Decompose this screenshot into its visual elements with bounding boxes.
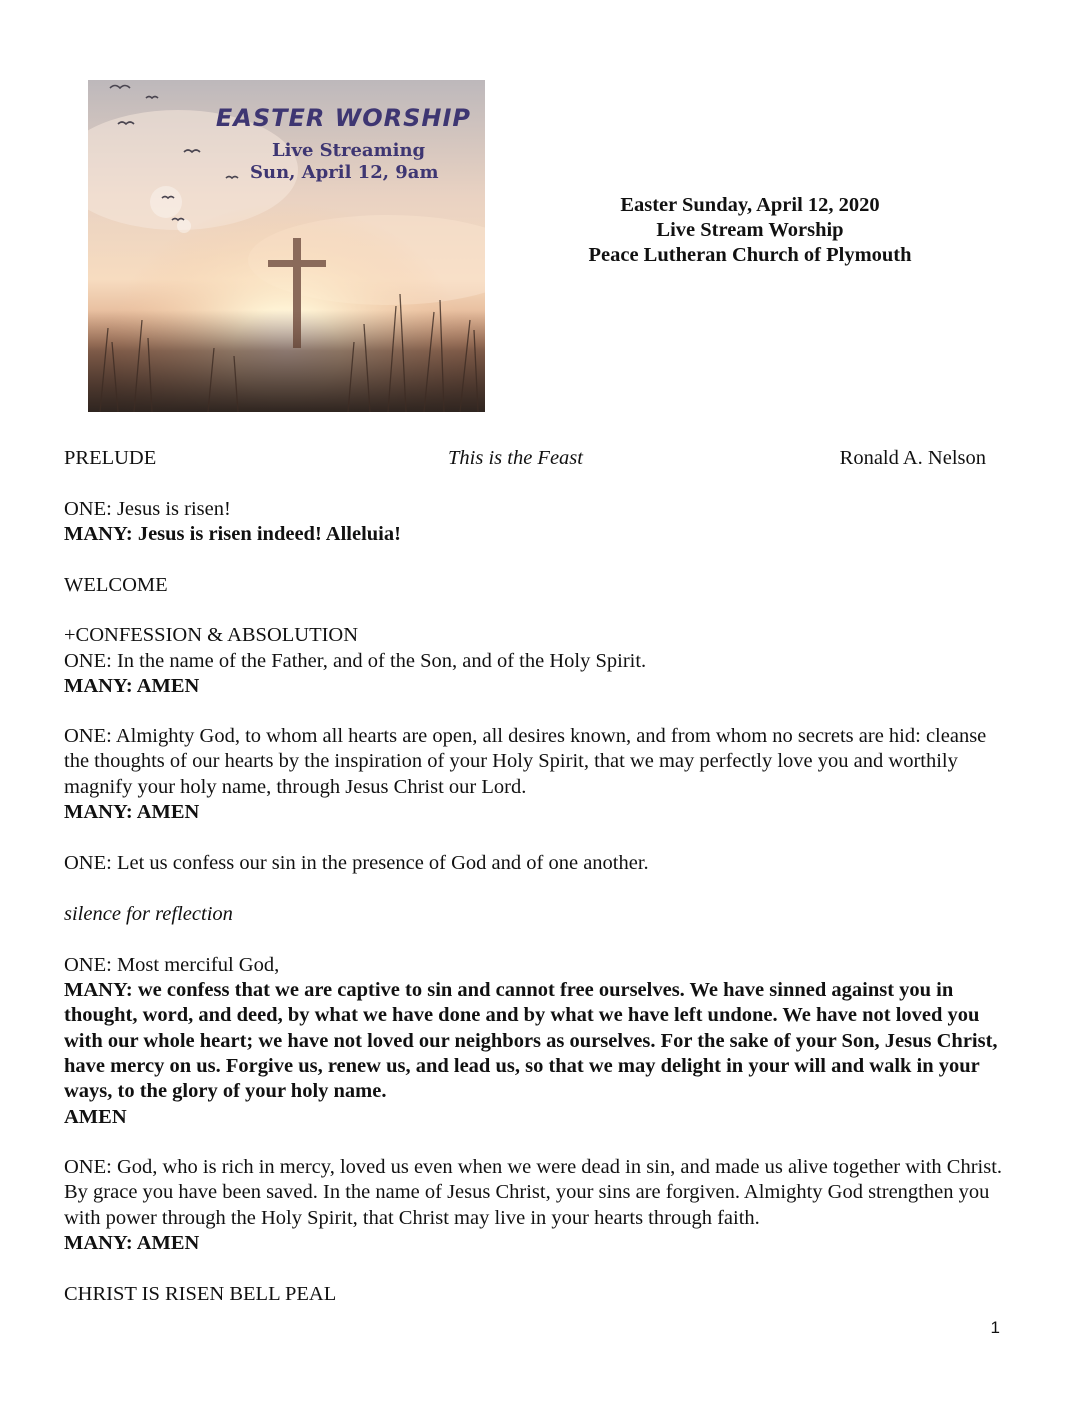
service-date: Easter Sunday, April 12, 2020	[620, 194, 880, 216]
silence-instruction: silence for reflection	[64, 903, 233, 925]
invitation-to-confession: ONE: Let us confess our sin in the presence of God and of one another.	[64, 852, 649, 874]
many-confession: MANY: we confess that we are captive to sin and cannot free ourselves. We have sinned against you in thought, word, and deed, by what we have done and by what we have left undone. We have not loved you with our whole heart; we have not loved our neighbors as ourselves. For the sake of your Son, Jesus Christ, have mercy on us. Forgive us, renew us, and lead us, so that we may delight in your will and walk in your ways, to the glory of your holy name.	[64, 979, 998, 1103]
poster-title: EASTER WORSHIP	[215, 104, 471, 132]
poster-line-1: Live Streaming	[272, 140, 426, 161]
confession-heading: +CONFESSION & ABSOLUTION	[64, 624, 359, 646]
invocation-text: ONE: In the name of the Father, and of the Son, and of the Holy Spirit.	[64, 650, 647, 672]
welcome-heading: WELCOME	[64, 574, 168, 596]
church-name: Peace Lutheran Church of Plymouth	[588, 244, 912, 266]
page-number: 1	[990, 1318, 1000, 1337]
greeting-one: ONE: Jesus is risen!	[64, 498, 231, 520]
amen-response-1: MANY: AMEN	[64, 675, 200, 697]
easter-worship-poster	[88, 80, 485, 412]
prelude-label: PRELUDE	[64, 447, 157, 469]
service-type: Live Stream Worship	[656, 219, 844, 241]
amen-response-4: MANY: AMEN	[64, 1232, 200, 1254]
amen-response-2: MANY: AMEN	[64, 801, 200, 823]
prelude-composer: Ronald A. Nelson	[839, 447, 986, 469]
amen-response-3: AMEN	[64, 1106, 127, 1128]
merciful-god-line: ONE: Most merciful God,	[64, 954, 280, 976]
greeting-many: MANY: Jesus is risen indeed! Alleluia!	[64, 523, 401, 545]
absolution-text: ONE: God, who is rich in mercy, loved us even when we were dead in sin, and made us alive together with Christ. By grace you have been saved. In the name of Jesus Christ, your sins are forgiven. Almighty God strengthen you with power through the Holy Spirit, that Christ may live in your hearts through faith.	[64, 1156, 1003, 1229]
prayer-of-day: ONE: Almighty God, to whom all hearts are open, all desires known, and from whom no secrets are hid: cleanse the thoughts of our hearts by the inspiration of your Holy Spirit, that we may perfectly love you and worthily magnify your holy name, through Jesus Christ our Lord.	[64, 725, 987, 798]
bell-peal-heading: CHRIST IS RISEN BELL PEAL	[64, 1283, 337, 1305]
prelude-title: This is the Feast	[448, 447, 583, 469]
poster-line-2: Sun, April 12, 9am	[250, 162, 439, 183]
